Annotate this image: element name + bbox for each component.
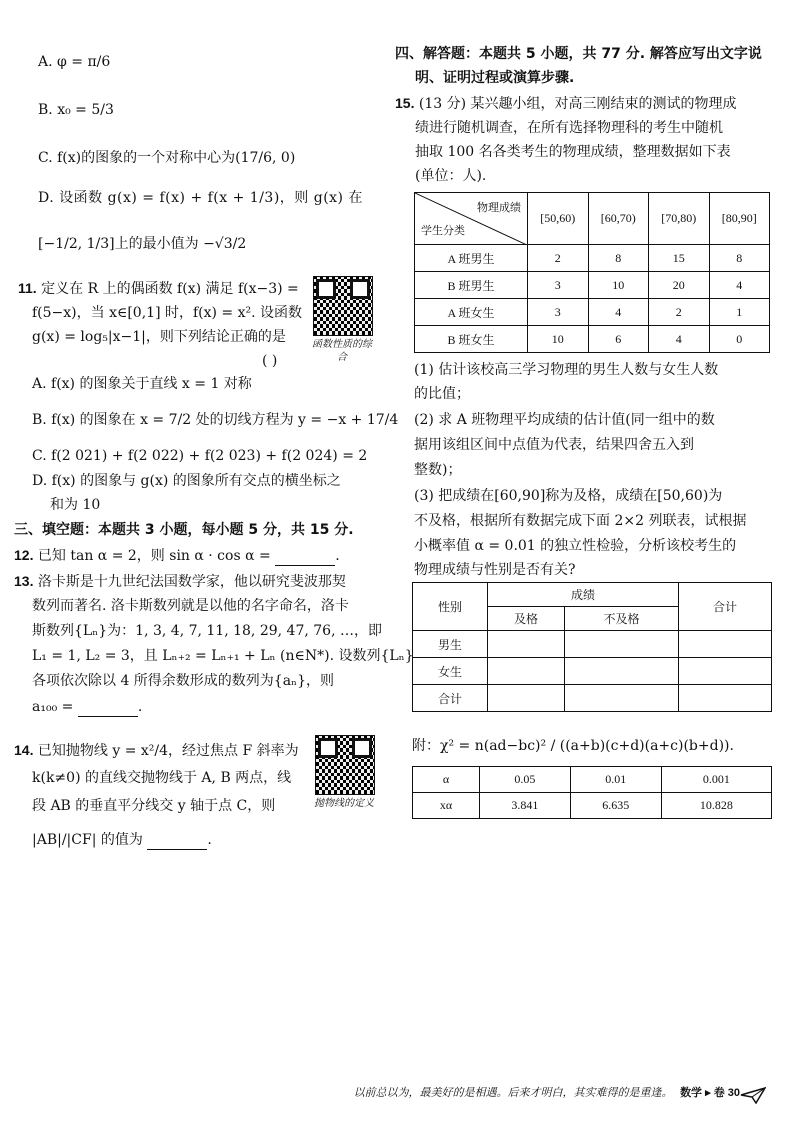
table-cell: 6 — [588, 326, 649, 353]
table-row — [413, 767, 772, 793]
blank-cell[interactable] — [488, 658, 565, 685]
q13-line2: 数列而著名. 洛卡斯数列就是以他的名字命名，洛卡 — [32, 598, 349, 614]
blank-cell[interactable] — [488, 631, 565, 658]
qr-tag-function: 函数性质的综合 — [312, 339, 372, 363]
table-cell: 10.828 — [661, 793, 771, 819]
table-cell: 2 — [528, 245, 589, 272]
option-d-line1: D. 设函数 g(x) = f(x) + f(x + 1/3)，则 g(x) 在 — [38, 190, 363, 206]
option-c: C. f(x)的图象的一个对称中心为(17/6, 0) — [38, 150, 296, 166]
table-cell: 2 — [649, 299, 710, 326]
q13-line5: 各项依次除以 4 所得余数形成的数列为{aₙ}，则 — [32, 673, 335, 689]
q11-answer-paren: ( ) — [262, 353, 278, 369]
section-3-heading: 三、填空题：本题共 3 小题，每小题 5 分，共 15 分. — [14, 522, 354, 538]
table-cell: 15 — [649, 245, 710, 272]
q13-line4: L₁ = 1, L₂ = 3，且 Lₙ₊₂ = Lₙ₊₁ + Lₙ (n∈N*). 设数列{Lₙ} — [32, 648, 414, 664]
q11-number: 11. — [18, 280, 37, 296]
table-row — [415, 272, 770, 299]
table-row — [413, 793, 772, 819]
header-cell: [80,90] — [709, 193, 770, 245]
blank-cell[interactable] — [565, 685, 679, 712]
total-header: 合计 — [679, 583, 772, 631]
table-cell: 10 — [528, 326, 589, 353]
footer-quote: 以前总以为，最美好的是相遇。后来才明白，其实难得的是重逢。 — [353, 1086, 673, 1099]
table-cell: 3.841 — [480, 793, 571, 819]
q15-line3: 抽取 100 名各类考生的物理成绩，整理数据如下表 — [415, 144, 731, 160]
alpha-label: α — [413, 767, 480, 793]
q15-number: 15. — [395, 95, 415, 111]
page-label: 数学 ▸ 卷 30 — [680, 1087, 740, 1099]
q13-blank[interactable] — [78, 702, 138, 717]
qr-tag-parabola: 抛物线的定义 — [314, 798, 374, 809]
table-cell: 0.05 — [480, 767, 571, 793]
row-label: 男生 — [413, 631, 488, 658]
q15-part3-line4: 物理成绩与性别是否有关? — [414, 562, 576, 578]
corner-bottom-label: 学生分类 — [421, 225, 465, 237]
option-a: A. φ = π/6 — [38, 54, 111, 70]
chi-square-formula: 附：χ² = n(ad−bc)² / ((a+b)(c+d)(a+c)(b+d)). — [412, 738, 734, 754]
q14-number: 14. — [14, 742, 34, 758]
fail-header: 不及格 — [565, 607, 679, 631]
table-cell: 20 — [649, 272, 710, 299]
table-cell: 3 — [528, 272, 589, 299]
row-label: A 班男生 — [415, 245, 528, 272]
table-cell: 3 — [528, 299, 589, 326]
q11-line1 — [18, 278, 299, 299]
q15-part1-line1: (1) 估计该校高三学习物理的男生人数与女生人数 — [414, 362, 719, 378]
table-cell: 8 — [709, 245, 770, 272]
q15-part2-line2: 据用该组区间中点值为代表，结果四舍五入到 — [414, 437, 694, 453]
q14-text4: |AB|/|CF| 的值为 — [32, 832, 143, 848]
q15-part1-line2: 的比值； — [414, 386, 470, 402]
table-corner-cell — [415, 193, 528, 245]
option-b: B. x₀ = 5/3 — [38, 102, 114, 118]
q11-option-d-line2: 和为 10 — [50, 497, 101, 513]
q15-line2: 绩进行随机调查，在所有选择物理科的考生中随机 — [415, 120, 723, 136]
qr-code-icon — [313, 276, 373, 336]
option-d-line2: [−1/2, 1/3]上的最小值为 −√3/2 — [38, 236, 247, 252]
table-row — [415, 245, 770, 272]
contingency-table — [412, 582, 772, 712]
blank-cell[interactable] — [679, 631, 772, 658]
table-cell: 0.001 — [661, 767, 771, 793]
gender-header: 性别 — [413, 583, 488, 631]
blank-cell[interactable] — [488, 685, 565, 712]
q11-text1: 定义在 R 上的偶函数 f(x) 满足 f(x−3) = — [41, 281, 299, 297]
section-4-heading-line2: 明、证明过程或演算步骤. — [415, 70, 575, 86]
header-cell: [50,60) — [528, 193, 589, 245]
q12-number: 12. — [14, 547, 34, 563]
q14-text1: 已知抛物线 y = x²/4，经过焦点 F 斜率为 — [37, 743, 299, 759]
critical-value-table — [412, 766, 772, 819]
pass-header: 及格 — [488, 607, 565, 631]
row-label: B 班女生 — [415, 326, 528, 353]
row-label: 合计 — [413, 685, 488, 712]
q11-option-c: C. f(2 021) + f(2 022) + f(2 023) + f(2 024) = 2 — [32, 448, 368, 464]
q15-text1: (13 分) 某兴趣小组，对高三刚结束的测试的物理成 — [418, 96, 737, 112]
page-footer — [354, 1084, 740, 1100]
q13-line3: 斯数列{Lₙ}为：1, 3, 4, 7, 11, 18, 29, 47, 76, …，即 — [32, 623, 382, 639]
score-distribution-table — [414, 192, 770, 353]
table-row — [413, 631, 772, 658]
blank-cell[interactable] — [565, 631, 679, 658]
table-cell: 0 — [709, 326, 770, 353]
header-cell: [60,70) — [588, 193, 649, 245]
table-cell: 4 — [649, 326, 710, 353]
q11-line3: g(x) = log₅|x−1|，则下列结论正确的是 — [32, 329, 286, 345]
q15-part2-line1: (2) 求 A 班物理平均成绩的估计值(同一组中的数 — [414, 412, 715, 428]
table-cell: 0.01 — [570, 767, 661, 793]
paper-plane-icon — [740, 1086, 766, 1104]
q14-line3: 段 AB 的垂直平分线交 y 轴于点 C，则 — [32, 798, 276, 814]
table-cell: 8 — [588, 245, 649, 272]
q12-text: 已知 tan α = 2，则 sin α · cos α = — [37, 548, 271, 564]
blank-cell[interactable] — [679, 658, 772, 685]
table-cell: 4 — [588, 299, 649, 326]
q13-number: 13. — [14, 573, 34, 589]
q15-line1 — [395, 93, 737, 114]
qr-code-icon — [315, 735, 375, 795]
table-row — [413, 685, 772, 712]
blank-cell[interactable] — [679, 685, 772, 712]
corner-top-label: 物理成绩 — [477, 202, 521, 214]
q11-line2: f(5−x)，当 x∈[0,1] 时，f(x) = x². 设函数 — [32, 305, 303, 321]
table-row — [415, 326, 770, 353]
q13-line6: a₁₀₀ = . — [32, 699, 143, 715]
table-row — [413, 658, 772, 685]
x-alpha-label: xα — [413, 793, 480, 819]
q13-text6: a₁₀₀ = — [32, 699, 74, 715]
q15-part3-line1: (3) 把成绩在[60,90]称为及格，成绩在[50,60)为 — [414, 488, 723, 504]
table-cell: 6.635 — [570, 793, 661, 819]
q15-part3-line2: 不及格，根据所有数据完成下面 2×2 列联表，试根据 — [414, 513, 747, 529]
table-cell: 10 — [588, 272, 649, 299]
q14-line4: |AB|/|CF| 的值为 . — [32, 832, 212, 848]
q11-option-b: B. f(x) 的图象在 x = 7/2 处的切线方程为 y = −x + 17/4 — [32, 412, 399, 428]
q15-part3-line3: 小概率值 α = 0.01 的独立性检验，分析该校考生的 — [414, 538, 737, 554]
q11-option-a: A. f(x) 的图象关于直线 x = 1 对称 — [32, 376, 252, 392]
header-cell: [70,80) — [649, 193, 710, 245]
q12: 12. 已知 tan α = 2，则 sin α · cos α = . — [14, 547, 340, 564]
table-row — [415, 299, 770, 326]
q14-line2: k(k≠0) 的直线交抛物线于 A, B 两点，线 — [32, 770, 292, 786]
q15-part2-line3: 整数)； — [414, 462, 462, 478]
q12-blank[interactable] — [275, 551, 335, 566]
q14-blank[interactable] — [147, 835, 207, 850]
blank-cell[interactable] — [565, 658, 679, 685]
row-label: A 班女生 — [415, 299, 528, 326]
row-label: 女生 — [413, 658, 488, 685]
score-header: 成绩 — [488, 583, 679, 607]
row-label: B 班男生 — [415, 272, 528, 299]
q13-text1: 洛卡斯是十九世纪法国数学家，他以研究斐波那契 — [37, 574, 346, 590]
q13-line1 — [14, 571, 346, 592]
section-4-heading-line1: 四、解答题：本题共 5 小题，共 77 分. 解答应写出文字说 — [395, 46, 762, 62]
table-cell: 1 — [709, 299, 770, 326]
q11-option-d-line1: D. f(x) 的图象与 g(x) 的图象所有交点的横坐标之 — [32, 473, 341, 489]
q14-line1 — [14, 740, 299, 761]
table-cell: 4 — [709, 272, 770, 299]
q15-line4: (单位：人). — [415, 168, 487, 184]
